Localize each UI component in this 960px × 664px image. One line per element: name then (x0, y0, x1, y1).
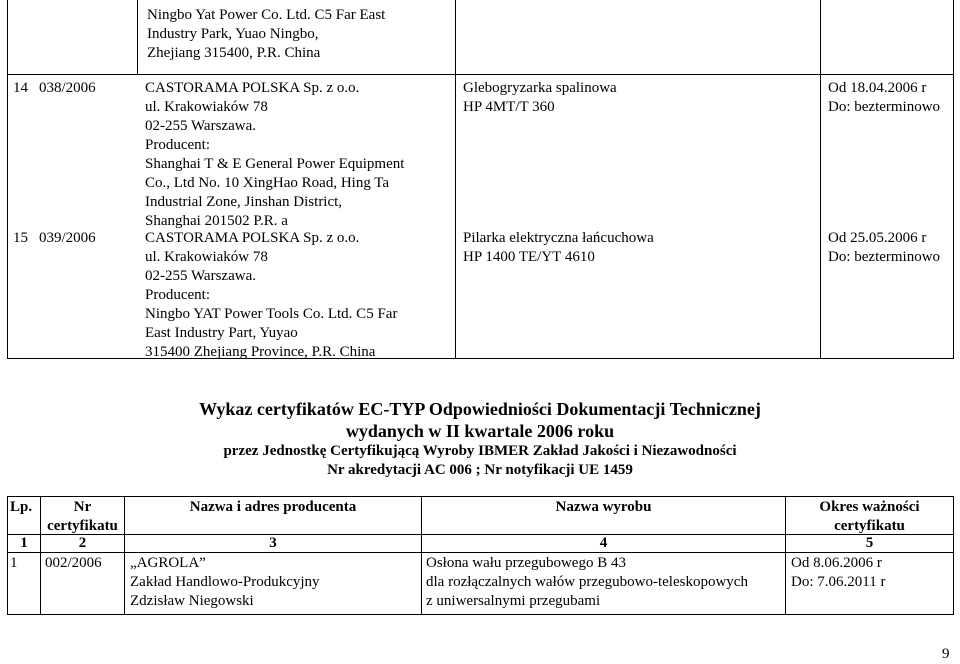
row-producer (145, 229, 397, 362)
column-number: 2 (78, 535, 87, 551)
top-table-border (137, 0, 138, 74)
producer-line: Industry Park, Yuao Ningbo, (147, 26, 319, 42)
top-table-border (455, 74, 456, 358)
row-cert-number: 039/2006 (39, 230, 96, 246)
producer-line: 315400 Zhejiang Province, P.R. China (145, 344, 376, 360)
producer-line: ul. Krakowiaków 78 (145, 249, 268, 265)
top-table-border (455, 0, 456, 74)
row-product (463, 229, 654, 267)
producer-line: ul. Krakowiaków 78 (145, 99, 268, 115)
heading-issuer: przez Jednostkę Certyfikującą Wyroby IBMER Zakład Jakości i Niezawodności (223, 443, 737, 459)
bottom-table-border (953, 496, 954, 615)
producer-line: CASTORAMA POLSKA Sp. z o.o. (145, 80, 360, 96)
producer-line: 02-255 Warszawa. (145, 268, 256, 284)
producer-line: Ningbo Yat Power Co. Ltd. C5 Far East (147, 7, 386, 23)
heading-title: Wykaz certyfikatów EC-TYP Odpowiedniości Dokumentacji Technicznej (199, 399, 761, 419)
producer-line: Ningbo YAT Power Tools Co. Ltd. C5 Far (145, 306, 398, 322)
column-number: 5 (865, 535, 874, 551)
row-validity (828, 229, 940, 267)
page-number: 9 (942, 646, 950, 662)
producer-line: „AGROLA” (130, 555, 206, 571)
validity-line: Do: bezterminowo (828, 249, 941, 265)
column-number: 4 (599, 535, 608, 551)
producer-line: East Industry Part, Yuyao (145, 325, 298, 341)
validity-line: Od 25.05.2006 r (828, 230, 927, 246)
validity-line: Od 8.06.2006 r (791, 555, 882, 571)
product-line: Pilarka elektryczna łańcuchowa (463, 230, 654, 246)
product-line: HP 4MT/T 360 (463, 99, 555, 115)
product-line: dla rozłączalnych wałów przegubowo-teleskopowych (426, 574, 748, 590)
product-line: HP 1400 TE/YT 4610 (463, 249, 595, 265)
row-product (463, 79, 617, 117)
producer-line: Shanghai 201502 P.R. a (145, 213, 288, 229)
top-table-border (7, 74, 8, 358)
heading-accreditation: Nr akredytacji AC 006 ; Nr notyfikacji UE 1459 (327, 462, 633, 478)
top-table-border (820, 0, 821, 74)
row-lp: 14 (13, 80, 28, 96)
bottom-table-border (7, 496, 954, 497)
continued-producer-cell (147, 6, 385, 63)
product-line: z uniwersalnymi przegubami (426, 593, 601, 609)
heading-period: wydanych w II kwartale 2006 roku (345, 421, 615, 441)
header-product: Nazwa wyrobu (555, 499, 652, 515)
row-producer (130, 554, 320, 611)
row-validity (791, 554, 885, 592)
validity-line: Do: 7.06.2011 r (791, 574, 886, 590)
product-line: Osłona wału przegubowego B 43 (426, 555, 626, 571)
row-lp: 15 (13, 230, 28, 246)
column-number: 3 (269, 535, 277, 551)
row-product (426, 554, 748, 611)
row-lp: 1 (10, 555, 18, 571)
row-cert-number: 038/2006 (39, 80, 96, 96)
top-table-border (953, 74, 954, 358)
row-validity (828, 79, 940, 117)
producer-line: Producent: (145, 137, 210, 153)
producer-line: Industrial Zone, Jinshan District, (145, 194, 343, 210)
header-line: Nr (73, 499, 92, 515)
product-line: Glebogryzarka spalinowa (463, 80, 617, 96)
producer-line: Zdzisław Niegowski (130, 593, 254, 609)
producer-line: Zhejiang 315400, P.R. China (147, 45, 321, 61)
producer-line: Shanghai T & E General Power Equipment (145, 156, 405, 172)
top-table-border (953, 0, 954, 74)
bottom-table-border (7, 614, 954, 615)
header-line: Okres ważności (819, 499, 920, 515)
producer-line: Co., Ltd No. 10 XingHao Road, Hing Ta (145, 175, 390, 191)
top-table-border (7, 0, 8, 74)
producer-line: Zakład Handlowo-Produkcyjny (130, 574, 320, 590)
header-cert-number (41, 498, 124, 536)
bottom-table-border (7, 496, 8, 615)
header-line: certyfikatu (47, 518, 118, 534)
row-producer (145, 79, 404, 231)
top-table-border (7, 74, 954, 75)
header-lp: Lp. (10, 499, 33, 515)
header-validity (786, 498, 953, 536)
validity-line: Do: bezterminowo (828, 99, 941, 115)
producer-line: Producent: (145, 287, 210, 303)
top-table-border (820, 74, 821, 358)
row-cert-number: 002/2006 (45, 555, 102, 571)
producer-line: 02-255 Warszawa. (145, 118, 256, 134)
column-number: 1 (20, 535, 28, 551)
header-producer: Nazwa i adres producenta (189, 499, 357, 515)
validity-line: Od 18.04.2006 r (828, 80, 927, 96)
header-line: certyfikatu (834, 518, 905, 534)
producer-line: CASTORAMA POLSKA Sp. z o.o. (145, 230, 360, 246)
